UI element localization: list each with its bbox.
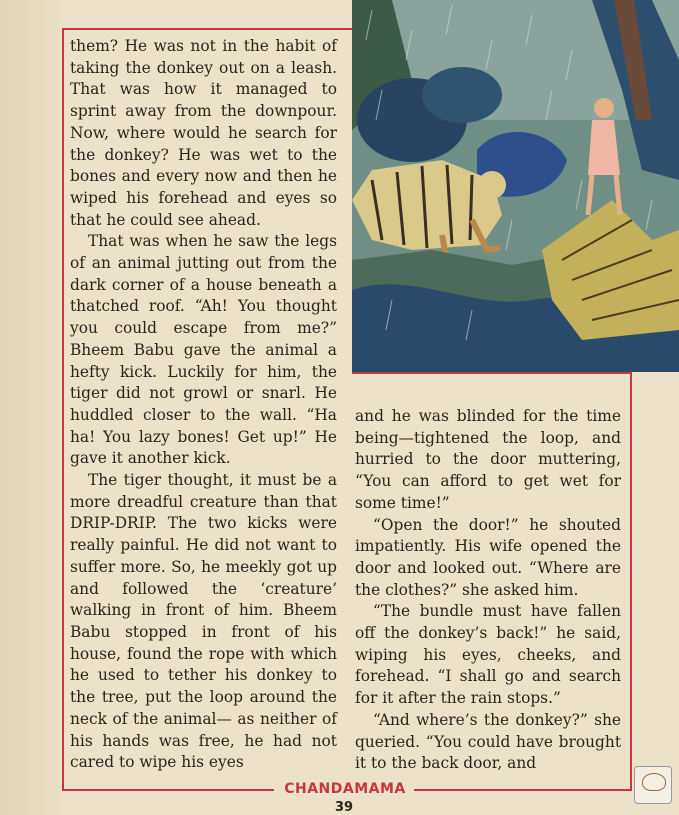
previous-page-bleed bbox=[0, 0, 60, 815]
watermark-stamp-icon bbox=[634, 766, 672, 804]
frame-border-bottom-left bbox=[62, 789, 274, 791]
paragraph: and he was blinded for the time being—tightened the loop, and hurried to the door muttering, “You can afford to get wet for some time!” bbox=[355, 407, 621, 512]
frame-border-right bbox=[630, 372, 632, 790]
frame-border-left bbox=[62, 28, 64, 790]
paragraph: The tiger thought, it must be a more dreadful creature than that DRIP-DRIP. The two kicks were really painful. He did not want to suffer more. So, he meekly got up and followed the ‘creature’ walking in front of him. Bheem Babu stopped in front of his house, found the rope with which he used to tether his donkey to the tree, put the loop around the neck of the animal— as neither of his hands was free, he had not cared to wipe his eyes bbox=[70, 471, 337, 772]
frame-border-bottom-right bbox=[414, 789, 632, 791]
stamp-emblem-icon bbox=[642, 773, 666, 791]
paragraph: “Open the door!” he shouted impatiently. His wife opened the door and looked out. “Where are the clothes?” she asked him. bbox=[355, 515, 621, 599]
frame-border-under-illustration bbox=[352, 372, 632, 374]
left-text-column bbox=[70, 36, 337, 774]
paragraph: “The bundle must have fallen off the donkey’s back!” he said, wiping his eyes, cheeks, and forehead. “I shall go and search for it after the rain stops.” bbox=[355, 602, 621, 708]
frame-border-top bbox=[62, 28, 352, 30]
paragraph: That was when he saw the legs of an animal jutting out from the dark corner of a house beneath a thatched roof. “Ah! You thought you could escape from me?” Bheem Babu gave the animal a hefty kick. Luckily for him, the tiger did not growl or snarl. He huddled closer to the wall. “Ha ha! You lazy bones! Get up!” He gave it another kick. bbox=[70, 232, 337, 468]
paragraph: “And where’s the donkey?” she queried. “You could have brought it to the back door, and bbox=[355, 710, 621, 773]
tiger-in-rain-illustration bbox=[352, 0, 679, 372]
magazine-title: CHANDAMAMA bbox=[284, 781, 406, 797]
right-text-column bbox=[355, 406, 621, 775]
page-number: 39 bbox=[334, 800, 354, 815]
paragraph: them? He was not in the habit of taking the donkey out on a leash. That was how it managed to sprint away from the downpour. Now, where would he search for the donkey? He was wet to the bones and every now and then he wiped his forehead and eyes so that he could see ahead. bbox=[70, 37, 337, 229]
